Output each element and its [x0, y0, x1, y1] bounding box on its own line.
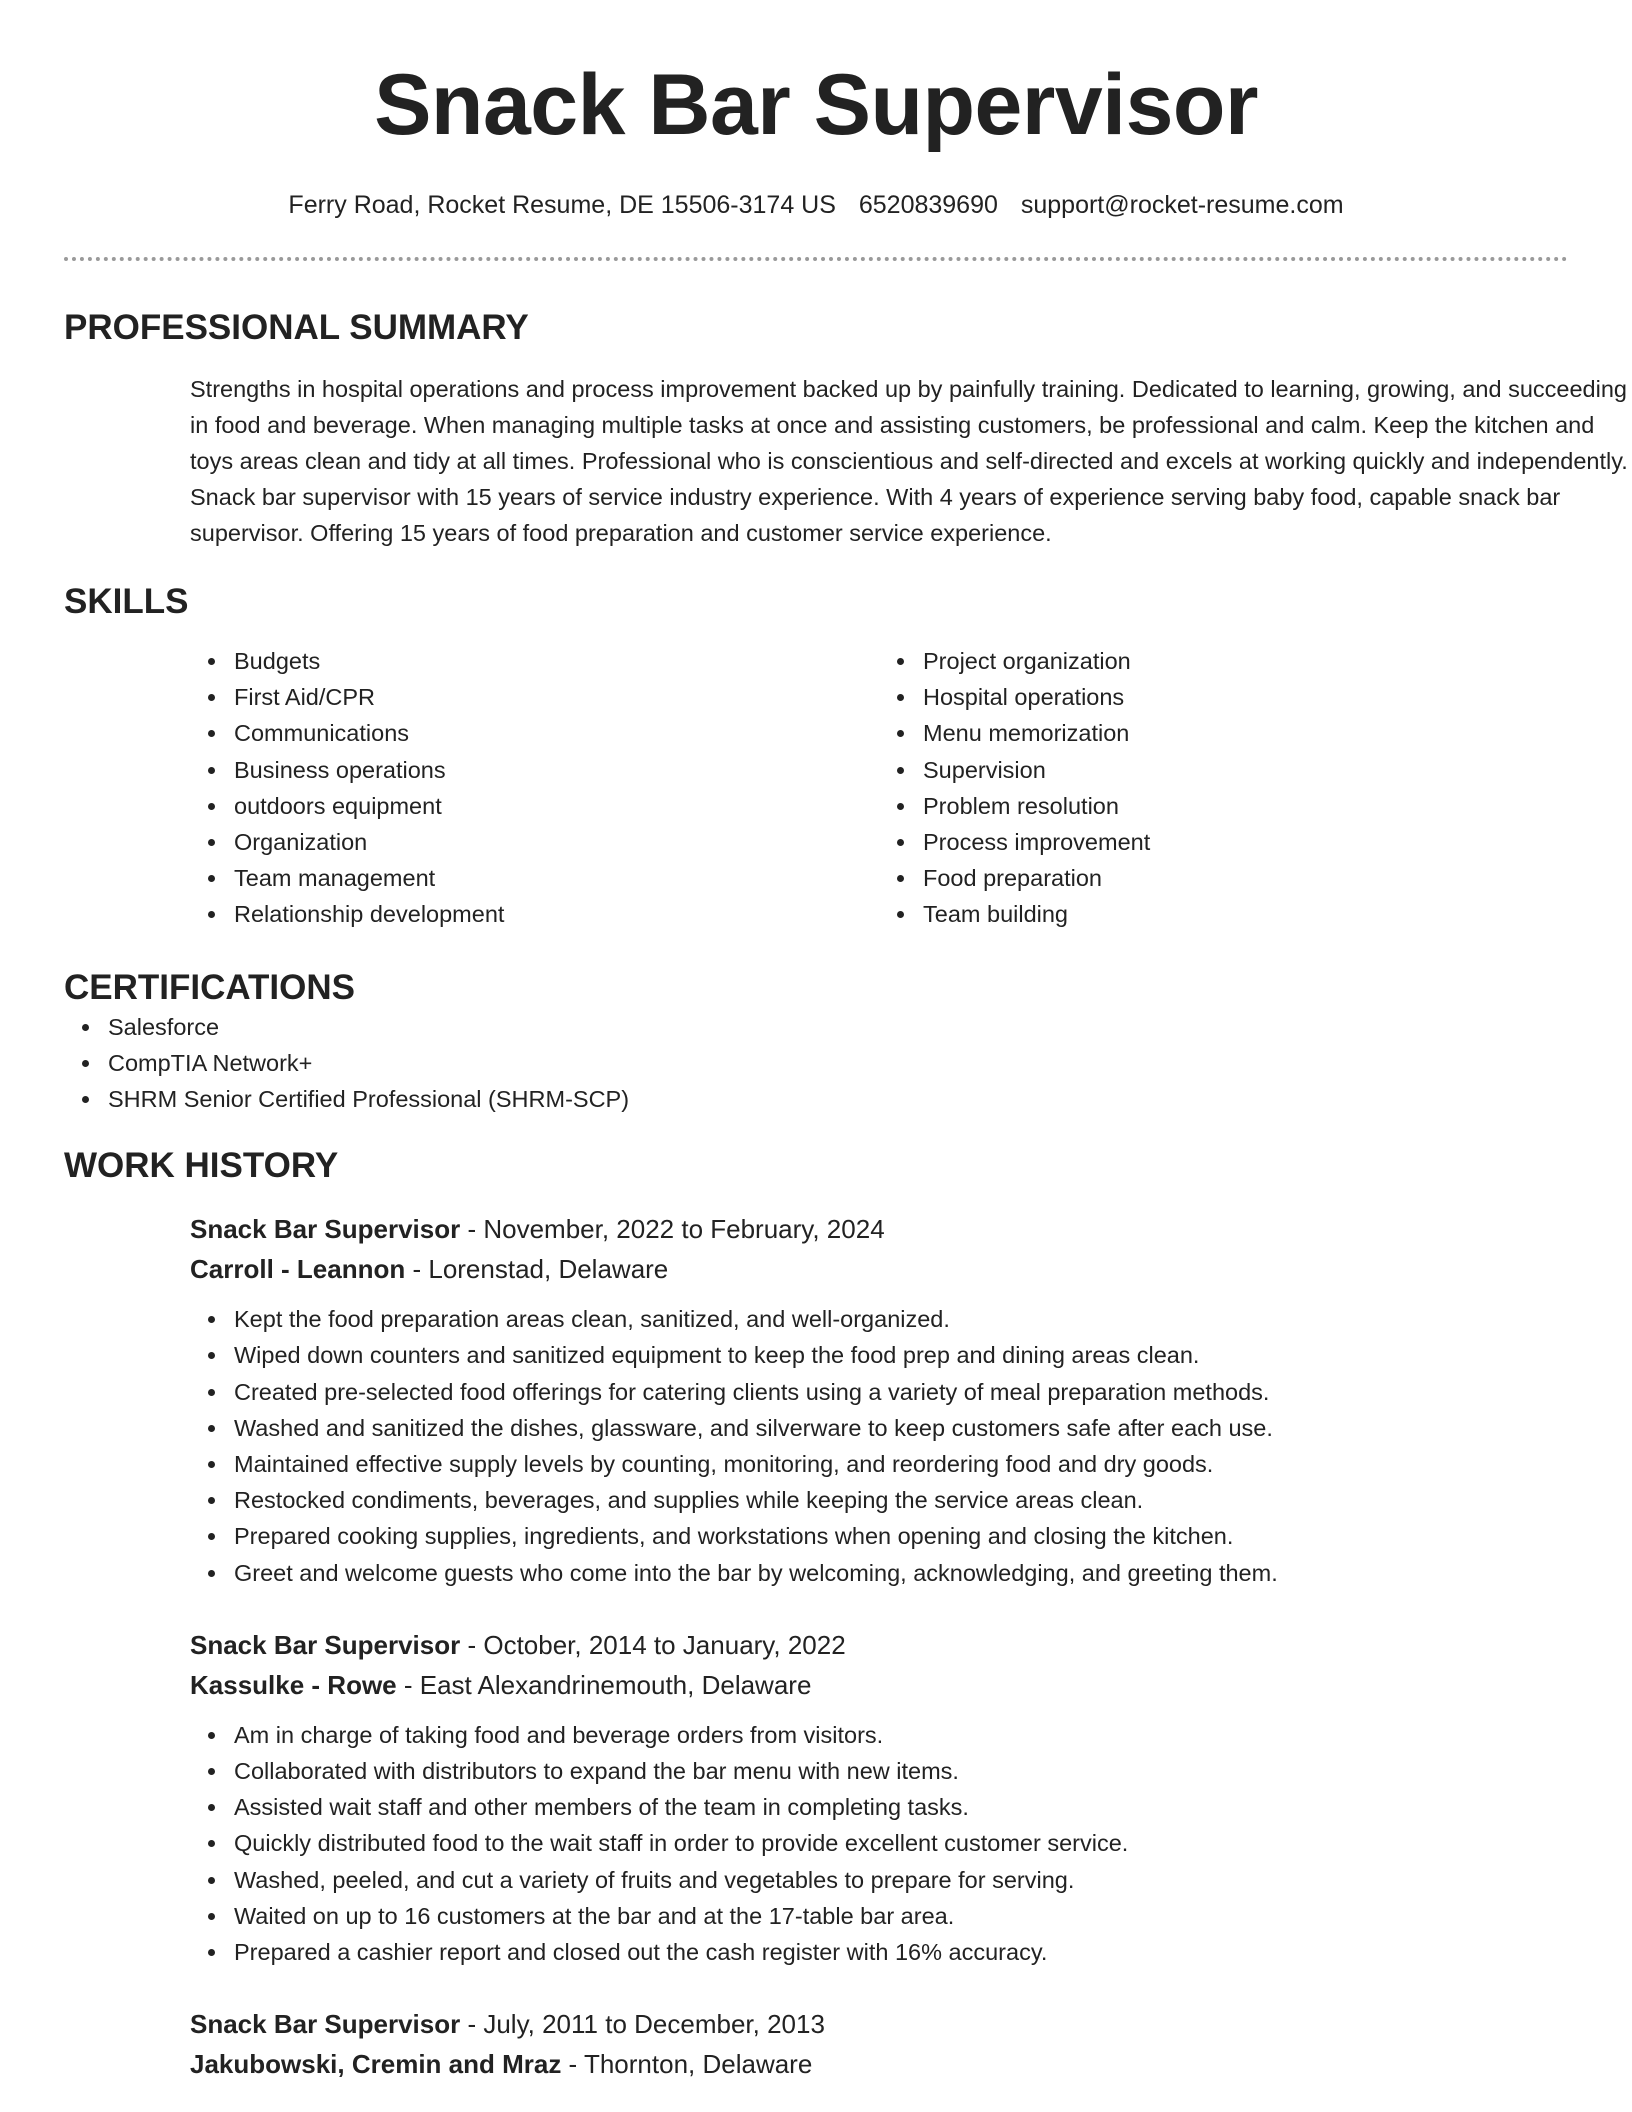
skill-item: Hospital operations: [923, 679, 1568, 715]
work-history-heading: WORK HISTORY: [64, 1146, 339, 1186]
duty-item: Maintained effective supply levels by counting, monitoring, and reordering food and dry goods.: [234, 1446, 1568, 1482]
job-company-line: [190, 1665, 1568, 1705]
job-dates: - November, 2022 to February, 2024: [460, 1214, 885, 1245]
skills-heading: SKILLS: [64, 582, 189, 621]
duty-item: Washed and sanitized the dishes, glassware, and silverware to keep customers safe after each use.: [234, 1410, 1568, 1446]
job-duties: [190, 1301, 1568, 1591]
duty-item: Washed, peeled, and cut a variety of fruits and vegetables to prepare for serving.: [234, 1862, 1568, 1898]
job-duties: [190, 1717, 1568, 1970]
skills-list: [190, 643, 1568, 933]
skill-item: outdoors equipment: [234, 788, 879, 824]
certifications-heading: CERTIFICATIONS: [64, 967, 356, 1007]
duty-item: Prepared a cashier report and closed out the cash register with 16% accuracy.: [234, 1934, 1568, 1970]
job-location: - East Alexandrinemouth, Delaware: [396, 1669, 812, 1700]
skill-item: Food preparation: [923, 860, 1568, 896]
duty-item: Am in charge of taking food and beverage orders from visitors.: [234, 1717, 1568, 1753]
job-entry: [190, 2004, 1568, 2084]
skill-item: Business operations: [234, 752, 879, 788]
job-role-line: [190, 1625, 1568, 1665]
summary-text: Strengths in hospital operations and process improvement backed up by painfully training. Dedicated to learning, growing, and succeeding in food and beverage. When managing multiple tasks at once and assisting customers, be professional and calm. Keep the kitchen and toys areas clean and tidy at all times. Professional who is conscientious and self-directed and excels at working quickly and independently. Snack bar supervisor with 15 years of service industry experience. With 4 years of experience serving baby food, capable snack bar supervisor. Offering 15 years of food preparation and customer service experience.: [190, 376, 1628, 546]
job-location: - Lorenstad, Delaware: [405, 1254, 669, 1285]
duty-item: Collaborated with distributors to expand the bar menu with new items.: [234, 1753, 1568, 1789]
duty-item: Assisted wait staff and other members of the team in completing tasks.: [234, 1789, 1568, 1825]
job-company: Jakubowski, Cremin and Mraz: [190, 2049, 562, 2080]
contact-email[interactable]: support@rocket-resume.com: [1020, 191, 1344, 219]
skill-item: Relationship development: [234, 896, 879, 932]
job-company-line: [190, 2044, 1568, 2084]
duty-item: Greet and welcome guests who come into the bar by welcoming, acknowledging, and greeting them.: [234, 1555, 1568, 1591]
skill-item: Supervision: [923, 752, 1568, 788]
certification-item: Salesforce: [108, 1009, 1568, 1045]
duty-item: Waited on up to 16 customers at the bar and at the 17-table bar area.: [234, 1898, 1568, 1934]
skills-column-right: [879, 643, 1568, 933]
job-role: Snack Bar Supervisor: [190, 1629, 461, 1660]
skill-item: Menu memorization: [923, 715, 1568, 751]
job-role: Snack Bar Supervisor: [190, 2009, 461, 2040]
skill-item: Team building: [923, 896, 1568, 932]
job-company: Carroll - Leannon: [190, 1254, 406, 1285]
job-dates: - July, 2011 to December, 2013: [460, 2009, 825, 2040]
contact-address: Ferry Road, Rocket Resume, DE 15506-3174 US: [288, 191, 836, 219]
duty-item: Restocked condiments, beverages, and supplies while keeping the service areas clean.: [234, 1482, 1568, 1518]
header-divider: [64, 257, 1568, 261]
skill-item: Team management: [234, 860, 879, 896]
job-location: - Thornton, Delaware: [561, 2049, 813, 2080]
contact-line: [64, 190, 1568, 220]
job-company: Kassulke - Rowe: [190, 1669, 397, 1700]
skill-item: Project organization: [923, 643, 1568, 679]
skill-item: Budgets: [234, 643, 879, 679]
summary-heading: PROFESSIONAL SUMMARY: [64, 308, 529, 347]
certification-item: SHRM Senior Certified Professional (SHRM-SCP): [108, 1081, 1568, 1117]
skill-item: Communications: [234, 715, 879, 751]
duty-item: Prepared cooking supplies, ingredients, and workstations when opening and closing the kitchen.: [234, 1518, 1568, 1554]
job-role-line: [190, 2004, 1568, 2044]
duty-item: Created pre-selected food offerings for catering clients using a variety of meal preparation methods.: [234, 1374, 1568, 1410]
duty-item: Quickly distributed food to the wait staff in order to provide excellent customer service.: [234, 1825, 1568, 1861]
candidate-name: Snack Bar Supervisor: [374, 57, 1258, 153]
job-entry: [190, 1625, 1568, 1970]
skill-item: Process improvement: [923, 824, 1568, 860]
skill-item: First Aid/CPR: [234, 679, 879, 715]
job-role: Snack Bar Supervisor: [190, 1214, 461, 1245]
duty-item: Wiped down counters and sanitized equipment to keep the food prep and dining areas clean.: [234, 1337, 1568, 1373]
skill-item: Organization: [234, 824, 879, 860]
skill-item: Problem resolution: [923, 788, 1568, 824]
job-company-line: [190, 1249, 1568, 1289]
certifications-list: [64, 1009, 1568, 1118]
job-entry: [190, 1209, 1568, 1591]
skills-column-left: [190, 643, 879, 933]
contact-phone: 6520839690: [858, 191, 998, 219]
job-dates: - October, 2014 to January, 2022: [460, 1629, 846, 1660]
duty-item: Kept the food preparation areas clean, sanitized, and well-organized.: [234, 1301, 1568, 1337]
certification-item: CompTIA Network+: [108, 1045, 1568, 1081]
job-role-line: [190, 1209, 1568, 1249]
